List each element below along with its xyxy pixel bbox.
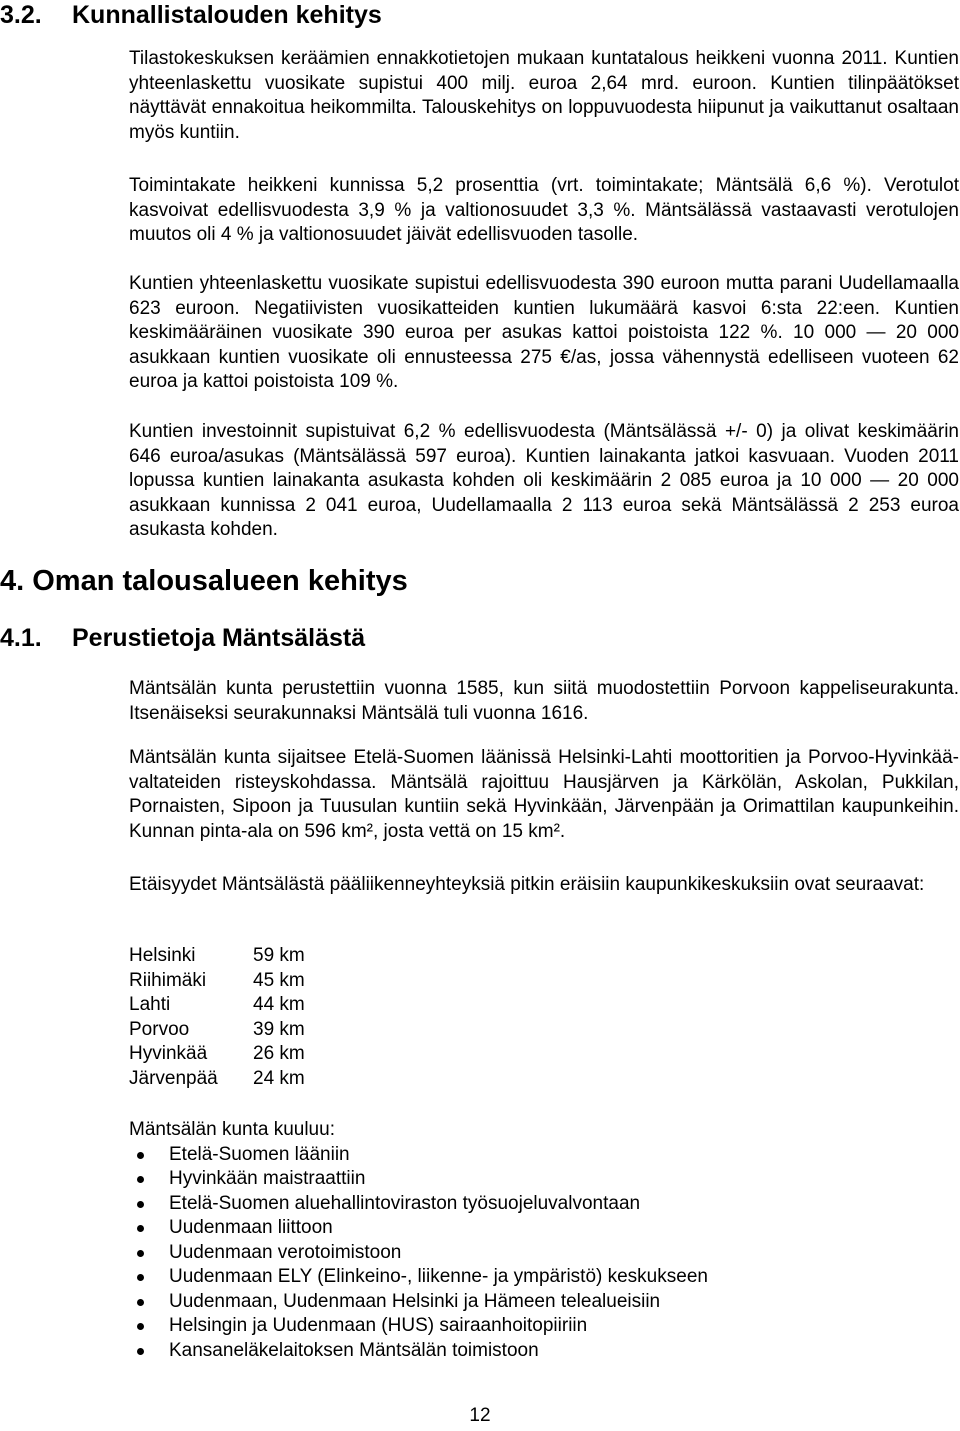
list-item: Uudenmaan, Uudenmaan Helsinki ja Hämeen telealueisiin [129, 1290, 708, 1315]
section-number: 4.1. [0, 624, 42, 652]
list-item: Etelä-Suomen aluehallintoviraston työsuojeluvalvontaan [129, 1192, 708, 1217]
paragraph: Tilastokeskuksen keräämien ennakkotietojen mukaan kuntatalous heikkeni vuonna 2011. Kuntien yhteenlaskettu vuosikate supistui 400 milj. euroa 2,64 mrd. euroon. Kuntien tilinpäätökset näyttävät ennakoitua heikommilta. Talouskehitys on loppuvuodesta hiipunut ja vaikuttanut osaltaan myös kuntiin. [129, 48, 959, 143]
list-item: Hyvinkään maistraattiin [129, 1167, 708, 1192]
paragraph: Mäntsälän kunta sijaitsee Etelä-Suomen läänissä Helsinki-Lahti moottoritien ja Porvoo-Hyvinkää- valtateiden risteyskohdassa. Mäntsälä rajoittuu Hausjärven ja Kärkölän, Askolan, Pukkilan, Pornaisten, Sipoon ja Tuusulan kuntiin sekä Hyvinkään, Järvenpään ja Orimattilan kaupunkeihin. Kunnan pinta-ala on 596 km², josta vettä on 15 km². [129, 747, 959, 842]
list-item: Kansaneläkelaitoksen Mäntsälän toimistoon [129, 1339, 708, 1364]
chapter-title: Oman talousalueen kehitys [32, 565, 408, 597]
list-item: Helsingin ja Uudenmaan (HUS) sairaanhoitopiiriin [129, 1314, 708, 1339]
membership-intro: Mäntsälän kunta kuuluu: [129, 1119, 335, 1140]
city-name: Lahti [129, 994, 171, 1015]
distance-value: 59 km [253, 945, 305, 966]
city-name: Riihimäki [129, 969, 207, 991]
distance-table [129, 944, 305, 1091]
section-number: 3.2. [0, 1, 42, 29]
paragraph: Etäisyydet Mäntsälästä pääliikenneyhteyksiä pitkin eräisiin kaupunkikeskuksiin ovat seuraavat: [129, 874, 925, 895]
table-row [129, 969, 305, 994]
distance-value: 45 km [253, 969, 305, 991]
list-item: Uudenmaan verotoimistoon [129, 1241, 708, 1266]
list-item: Uudenmaan ELY (Elinkeino-, liikenne- ja ympäristö) keskukseen [129, 1265, 708, 1290]
paragraph: Toimintakate heikkeni kunnissa 5,2 prosenttia (vrt. toimintakate; Mäntsälä 6,6 %). Verotulot kasvoivat edellisvuodesta 3,9 % ja valtionosuudet 3,3 %. Mäntsälässä vastaavasti verotulojen muutos oli 4 % ja valtionosuudet jäivät edellisvuoden tasolle. [129, 175, 959, 245]
membership-list [129, 1143, 708, 1364]
section-heading-3-2 [0, 0, 960, 30]
table-row [129, 1042, 305, 1067]
distance-value: 39 km [253, 1018, 305, 1040]
city-name: Porvoo [129, 1018, 190, 1040]
table-row [129, 1067, 305, 1092]
distance-value: 24 km [253, 1067, 305, 1089]
chapter-number: 4. [0, 565, 25, 597]
section-heading-4-1 [0, 623, 960, 653]
section-title: Perustietoja Mäntsälästä [72, 624, 366, 652]
page-number: 12 [469, 1405, 491, 1426]
distance-value: 26 km [253, 1043, 305, 1064]
membership-block [129, 1118, 708, 1363]
table-row [129, 944, 305, 969]
paragraph: Mäntsälän kunta perustettiin vuonna 1585, kun siitä muodostettiin Porvoon kappeliseurakunta. Itsenäiseksi seurakunnaksi Mäntsälä tuli vuonna 1616. [129, 678, 959, 724]
table-row [129, 1018, 305, 1043]
distance-value: 44 km [253, 994, 305, 1015]
paragraph: Kuntien yhteenlaskettu vuosikate supistui edellisvuodesta 390 euroon mutta parani Uudellamaalla 623 euroon. Negatiivisten vuosikatteiden kuntien lukumäärä kasvoi 6:sta 22:een. Kuntien keskimääräinen vuosikate 390 euroa per asukas kattoi poistoista 122 %. 10 000 — 20 000 asukkaan kuntien vuosikate oli ennusteessa 275 €/as, jossa vähennystä edelliseen vuoteen 62 euroa ja kattoi poistoista 109 %. [129, 273, 959, 392]
city-name: Helsinki [129, 945, 196, 966]
list-item: Etelä-Suomen lääniin [129, 1143, 708, 1168]
city-name: Järvenpää [129, 1067, 218, 1089]
chapter-heading-4 [0, 563, 960, 599]
table-row [129, 993, 305, 1018]
section-title: Kunnallistalouden kehitys [72, 1, 382, 29]
paragraph: Kuntien investoinnit supistuivat 6,2 % edellisvuodesta (Mäntsälässä +/- 0) ja olivat keskimäärin 646 euroa/asukas (Mäntsälässä 597 euroa). Kuntien lainakanta jatkoi kasvuaan. Vuoden 2011 lopussa kuntien lainakanta asukasta kohden oli keskimäärin 2 085 euroa ja 10 000 — 20 000 asukkaan kunnissa 2 041 euroa, Uudellamaalla 2 113 euroa sekä Mäntsälässä 2 253 euroa asukasta kohden. [129, 421, 959, 540]
list-item: Uudenmaan liittoon [129, 1216, 708, 1241]
city-name: Hyvinkää [129, 1043, 208, 1064]
